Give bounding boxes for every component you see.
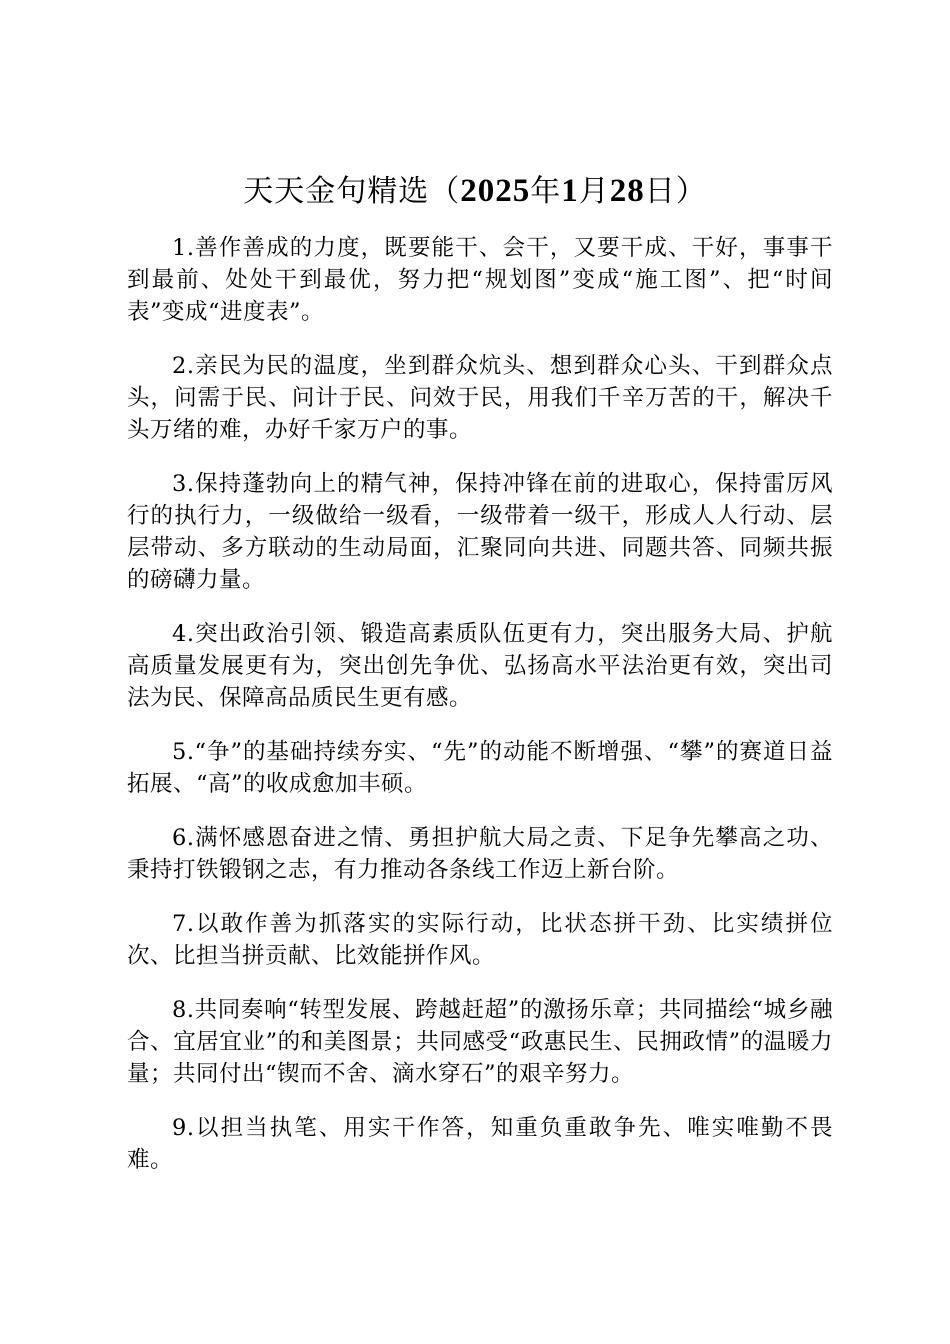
document-body (127, 232, 833, 1198)
paragraph-3: 3.保持蓬勃向上的精气神，保持冲锋在前的进取心，保持雷厉风行的执行力，一级做给一级看，一级带着一级干，形成人人行动、层层带动、多方联动的生动局面，汇聚同向共进、同题共答、同频共振的磅礴力量。 (127, 471, 833, 593)
title-suffix: 日） (644, 174, 707, 209)
title-year-unit: 年 (530, 174, 562, 209)
paragraph-2: 2.亲民为民的温度，坐到群众炕头、想到群众心头、干到群众点头，问需于民、问计于民、问效于民，用我们千辛万苦的干，解决千头万绪的难，办好千家万户的事。 (127, 353, 833, 443)
paragraph-1: 1.善作善成的力度，既要能干、会干，又要干成、干好，事事干到最前、处处干到最优，努力把“规划图”变成“施工图”、把“时间表”变成“进度表”。 (127, 235, 833, 325)
title-year: 2025 (460, 173, 531, 209)
document-title (0, 166, 950, 217)
paragraph-7: 7.以敢作善为抓落实的实际行动，比状态拼干劲、比实绩拼位次、比担当拼贡献、比效能拼作风。 (127, 911, 833, 969)
paragraph-6: 6.满怀感恩奋进之情、勇担护航大局之责、下足争先攀高之功、秉持打铁锻钢之志，有力推动各条线工作迈上新台阶。 (127, 825, 833, 883)
paragraph-4: 4.突出政治引领、锻造高素质队伍更有力，突出服务大局、护航高质量发展更有为，突出创先争优、弘扬高水平法治更有效，突出司法为民、保障高品质民生更有感。 (127, 621, 833, 711)
title-month-unit: 月 (578, 174, 610, 209)
title-day: 28 (609, 173, 645, 209)
title-month: 1 (561, 173, 579, 209)
paragraph-5: 5.“争”的基础持续夯实、“先”的动能不断增强、“攀”的赛道日益拓展、“高”的收成愈加丰硕。 (127, 739, 833, 797)
paragraph-9: 9.以担当执笔、用实干作答，知重负重敢争先、唯实唯勤不畏难。 (127, 1115, 833, 1173)
title-prefix: 天天金句精选（ (243, 174, 461, 209)
paragraph-8: 8.共同奏响“转型发展、跨越赶超”的激扬乐章；共同描绘“城乡融合、宜居宜业”的和美图景；共同感受“政惠民生、民拥政情”的温暖力量；共同付出“锲而不舍、滴水穿石”的艰辛努力。 (127, 997, 833, 1087)
